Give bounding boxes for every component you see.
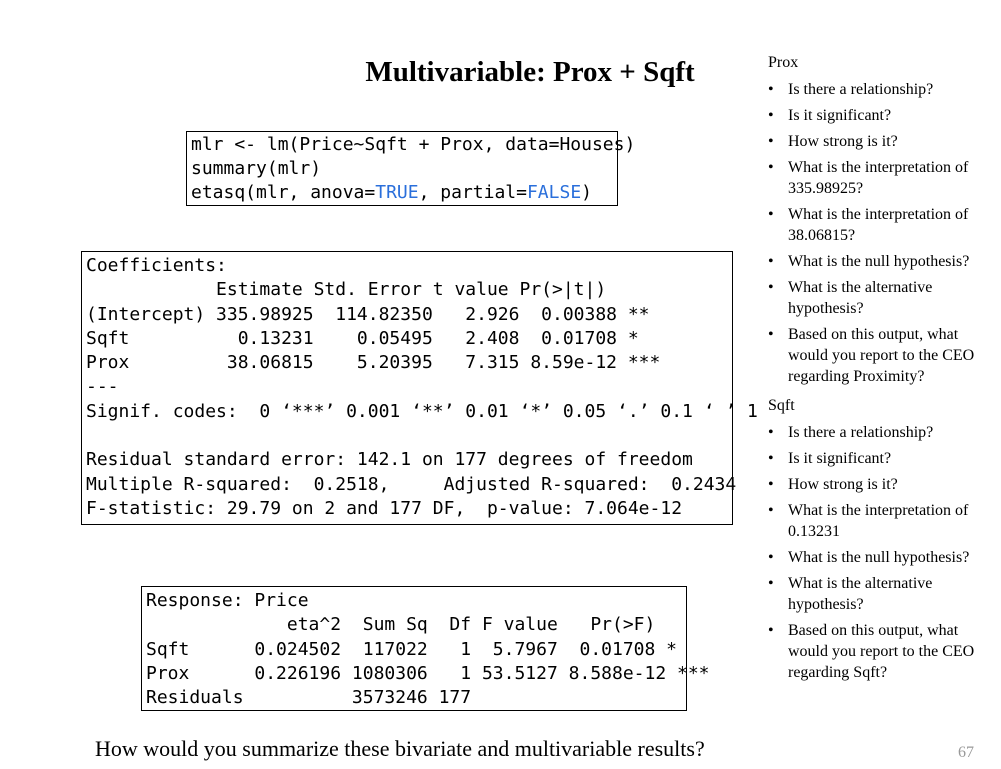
- code-line-3-suffix: ): [581, 182, 592, 203]
- code-line-1: mlr <- lm(Price~Sqft + Prox, data=Houses): [191, 134, 636, 155]
- anova-output-box: [141, 586, 710, 711]
- list-item: • Based on this output, what would you report to the CEO regarding Proximity?: [768, 324, 993, 387]
- coefficients-output-box: [81, 251, 758, 525]
- list-item: • What is the null hypothesis?: [768, 547, 993, 568]
- questions-panel: [768, 52, 993, 691]
- coef-output-line: Signif. codes: 0 ‘***’ 0.001 ‘**’ 0.01 ‘*’ 0.05 ‘.’ 0.1 ‘ ’ 1: [86, 400, 758, 422]
- anova-output-line: Prox 0.226196 1080306 1 53.5127 8.588e-12 ***: [146, 662, 710, 684]
- code-line-3-mid: , partial=: [418, 182, 527, 203]
- list-item: • What is the interpretation of 0.13231: [768, 500, 993, 542]
- coef-output-line: ---: [86, 376, 119, 398]
- list-item: • Is there a relationship?: [768, 79, 993, 100]
- list-item: • How strong is it?: [768, 474, 993, 495]
- bottom-question: How would you summarize these bivariate and multivariable results?: [95, 736, 705, 761]
- list-item: • Based on this output, what would you report to the CEO regarding Sqft?: [768, 620, 993, 683]
- coef-output-line: Sqft 0.13231 0.05495 2.408 0.01708 *: [86, 327, 639, 349]
- list-item: • What is the alternative hypothesis?: [768, 277, 993, 319]
- coef-output-line: (Intercept) 335.98925 114.82350 2.926 0.00388 **: [86, 303, 650, 325]
- code-keyword-true: TRUE: [375, 182, 419, 203]
- coef-output-line: F-statistic: 29.79 on 2 and 177 DF, p-value: 7.064e-12: [86, 497, 683, 519]
- code-line-3-prefix: etasq(mlr, anova=: [191, 182, 376, 203]
- r-code-box: [186, 131, 636, 206]
- code-keyword-false: FALSE: [526, 182, 582, 203]
- code-line-3: [191, 181, 617, 205]
- anova-output-line: Response: Price: [146, 590, 309, 611]
- list-item: • What is the interpretation of 38.06815?: [768, 204, 993, 246]
- sqft-heading: Sqft: [768, 397, 795, 414]
- anova-output-line: eta^2 Sum Sq Df F value Pr(>F): [146, 614, 656, 636]
- coef-output-line: Prox 38.06815 5.20395 7.315 8.59e-12 ***: [86, 352, 661, 374]
- coef-output-line: Estimate Std. Error t value Pr(>|t|): [86, 279, 607, 301]
- sqft-question-list: [768, 422, 993, 683]
- list-item: • What is the alternative hypothesis?: [768, 573, 993, 615]
- coef-output-line: [86, 424, 732, 448]
- slide-title: Multivariable: Prox + Sqft: [365, 56, 695, 88]
- prox-question-list: [768, 79, 993, 387]
- anova-output-line: Residuals 3573246 177: [146, 687, 472, 709]
- code-line-2: summary(mlr): [191, 158, 322, 179]
- list-item: • What is the interpretation of 335.98925?: [768, 157, 993, 199]
- prox-heading: Prox: [768, 54, 799, 71]
- list-item: • What is the null hypothesis?: [768, 251, 993, 272]
- list-item: • How strong is it?: [768, 131, 993, 152]
- coef-output-line: Multiple R-squared: 0.2518, Adjusted R-squared: 0.2434: [86, 473, 737, 495]
- coef-output-line: Coefficients:: [86, 255, 227, 276]
- list-item: • Is there a relationship?: [768, 422, 993, 443]
- list-item: • Is it significant?: [768, 448, 993, 469]
- page-number: 67: [958, 744, 974, 761]
- anova-output-line: Sqft 0.024502 117022 1 5.7967 0.01708 *: [146, 638, 678, 660]
- list-item: • Is it significant?: [768, 105, 993, 126]
- coef-output-line: Residual standard error: 142.1 on 177 degrees of freedom: [86, 449, 693, 471]
